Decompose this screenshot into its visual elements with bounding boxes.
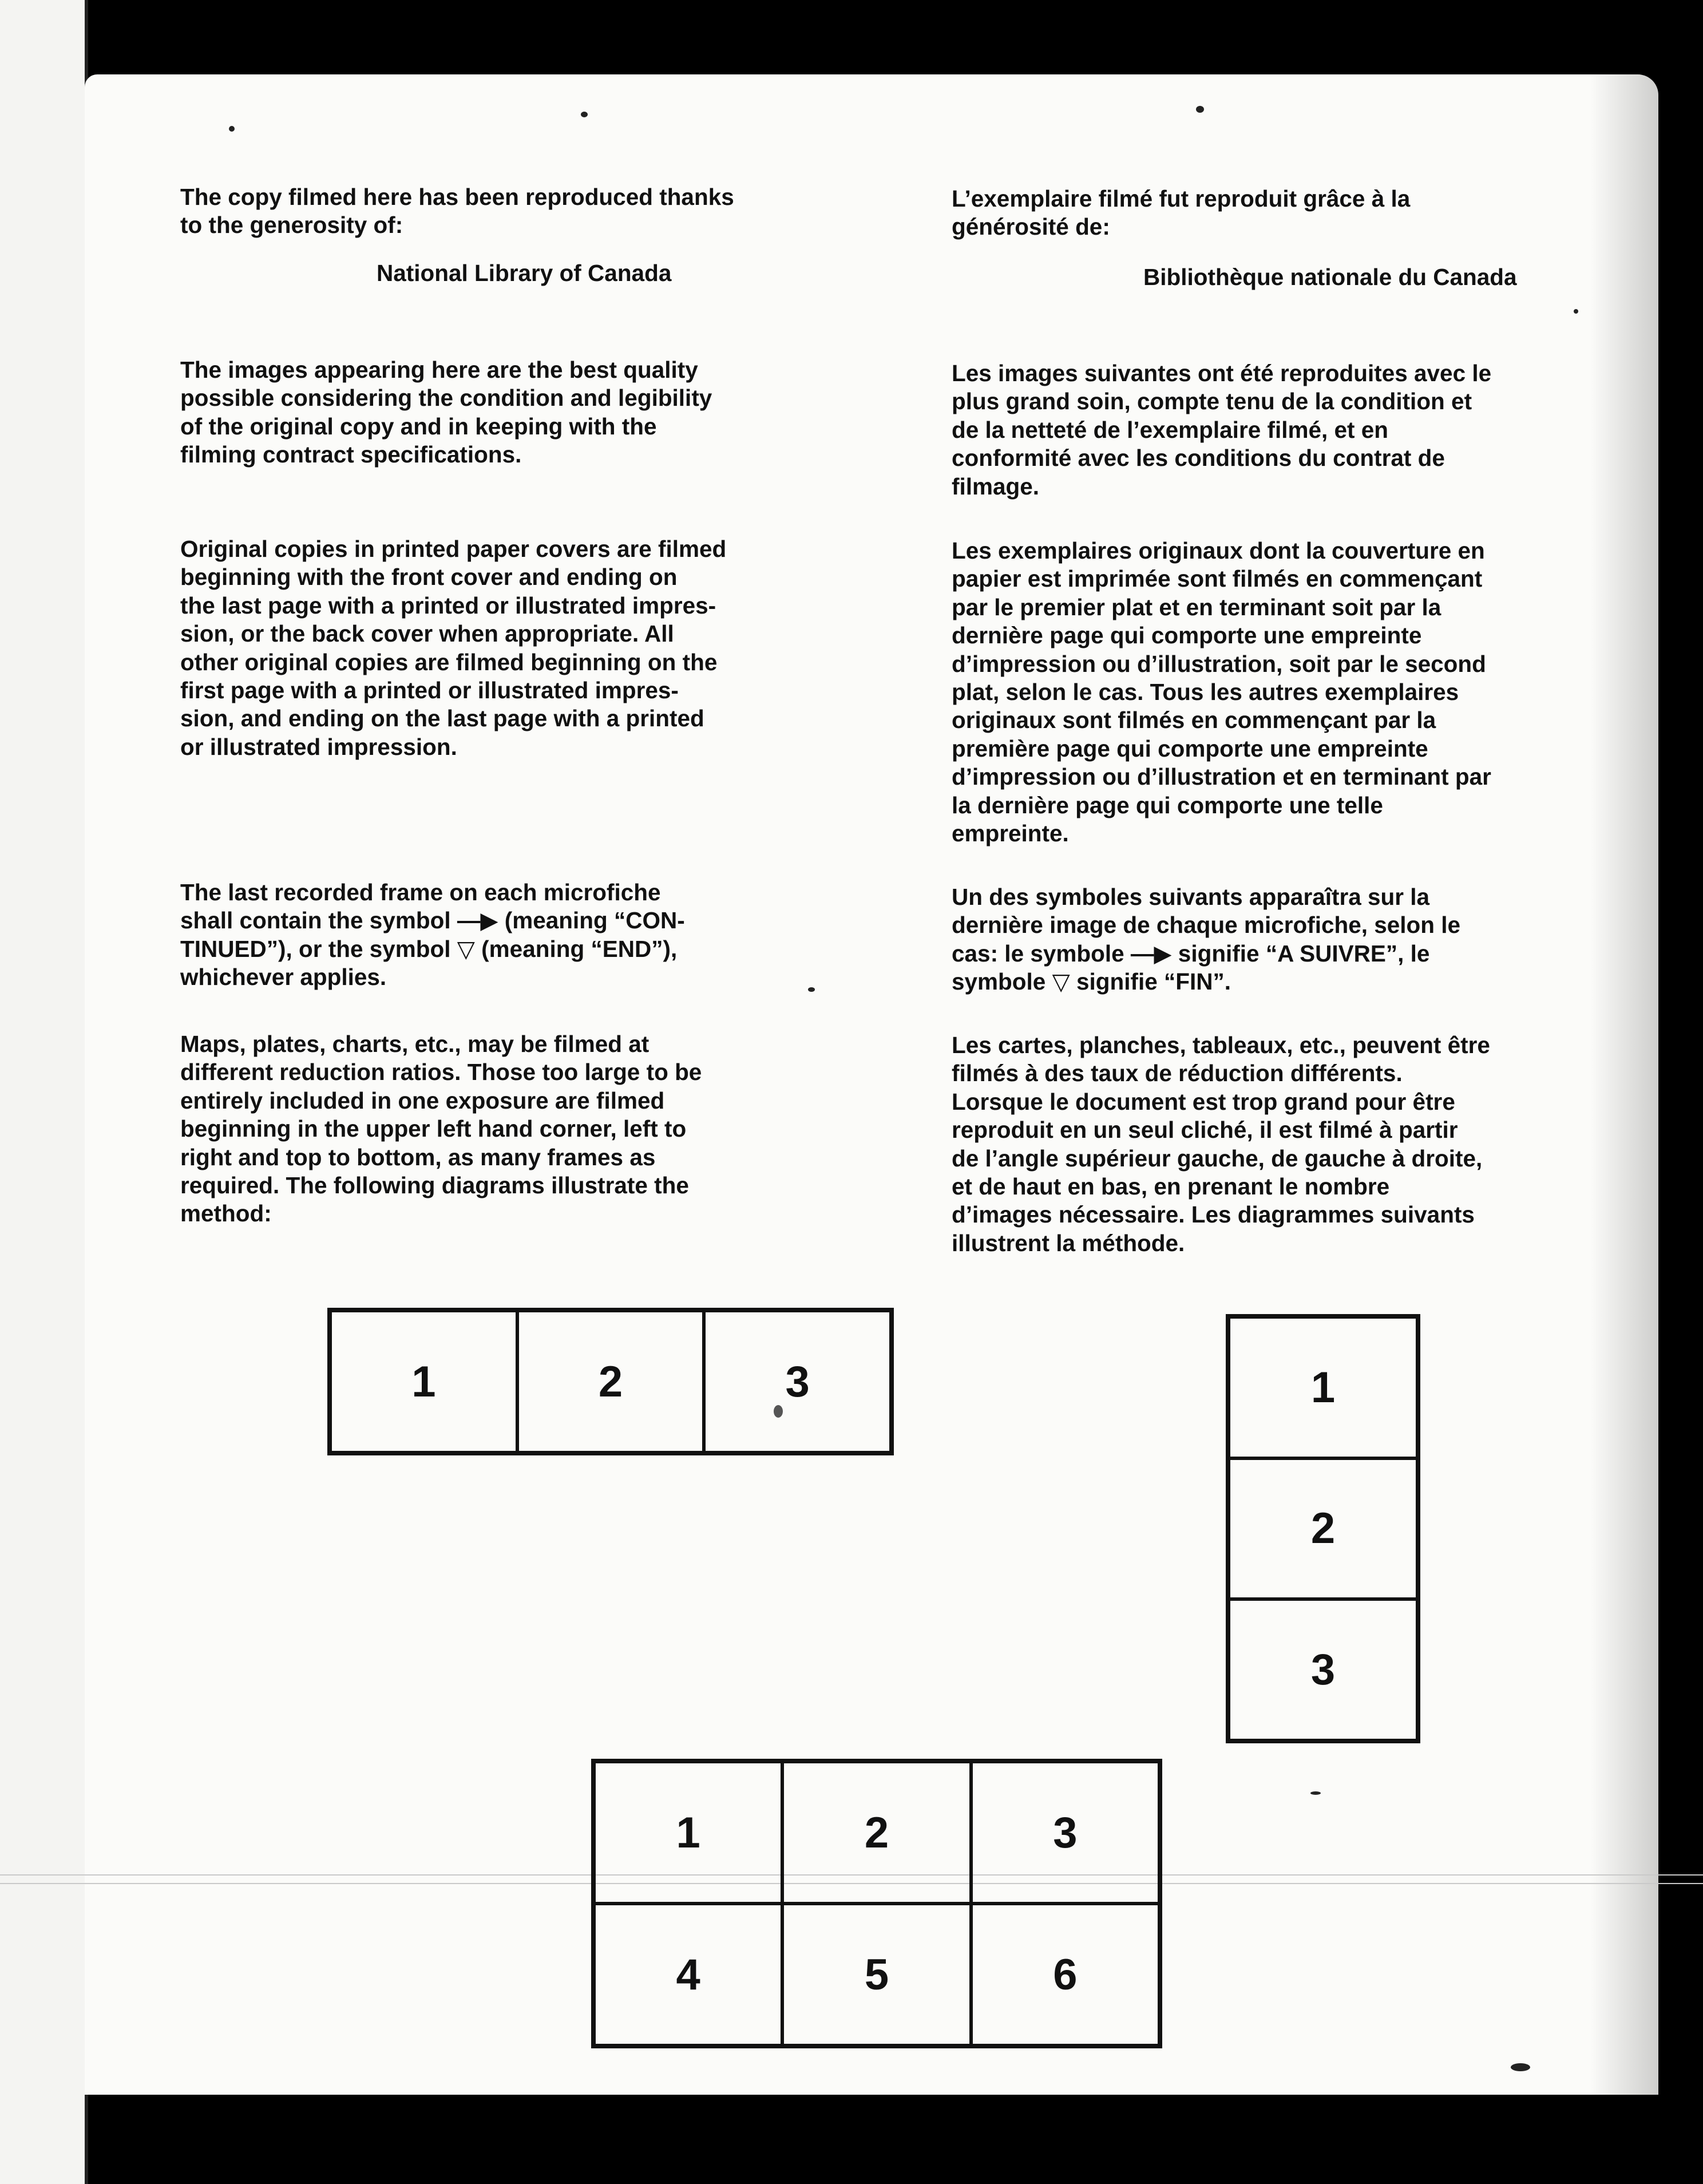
frame-cell: 1 [330,1311,517,1453]
english-covers-paragraph: Original copies in printed paper covers are filmed beginning with the front cover and ending on the last page with a printed or illustrated impres- sion, or the back cover when appropriate. All other original copies are filmed beginning on the first page with a printed or illustrated impres- sion, and ending on the last page with a printed or illustrated impression. [180,536,727,760]
french-maps-paragraph: Les cartes, planches, tableaux, etc., peuvent être filmés à des taux de réduction différents. Lorsque le document est trop grand pour être reproduit en un seul cliché, il est filmé à partir de l’angle supérieur gauche, de gauche à droite, et de haut en bas, en prenant le nombre d’images nécessaire. Les diagrammes suivants illustrent la méthode. [952,1032,1490,1256]
grid-frame-diagram [591,1759,1162,2048]
frame-cell: 1 [1229,1317,1417,1458]
frame-cell: 4 [594,1904,782,2045]
scan-speck [1196,106,1204,113]
frame-cell: 6 [971,1904,1159,2045]
french-symbols-paragraph: Un des symboles suivants apparaîtra sur la dernière image de chaque microfiche, selon le cas: le symbole —▶ signifie “A SUIVRE”, le symbole ▽ signifie “FIN”. [952,884,1461,995]
frame-cell: 3 [704,1311,891,1453]
frame-cell: 5 [782,1904,971,2045]
scan-speck [581,112,588,117]
english-symbols-paragraph: The last recorded frame on each microfiche shall contain the symbol —▶ (meaning “CON- TINUED”), or the symbol ▽ (meaning “END”), whichever applies. [180,879,685,991]
french-covers-paragraph: Les exemplaires originaux dont la couverture en papier est imprimée sont filmés en commençant par le premier plat et en terminant soit par la dernière page qui comporte une empreinte d’impression ou d’illustration, soit par le second plat, selon le cas. Tous les autres exemplaires originaux sont filmés en commençant par la première page qui comporte une empreinte d’impression ou d’illustration et en terminant par la dernière page qui comporte une telle empreinte. [952,537,1491,847]
frame-cell: 1 [594,1762,782,1904]
horizontal-frame-diagram [327,1308,894,1455]
english-maps-paragraph: Maps, plates, charts, etc., may be filmed at different reduction ratios. Those too large to be entirely included in one exposure are filmed beginning in the upper left hand corner, left to right and top to bottom, as many frames as required. The following diagrams illustrate the method: [180,1031,702,1227]
english-intro: The copy filmed here has been reproduced thanks to the generosity of: [180,184,734,239]
scan-speck [774,1405,783,1418]
scan-speck [1310,1791,1321,1795]
scan-speck [1574,309,1578,314]
english-quality-paragraph: The images appearing here are the best quality possible considering the condition and legibility of the original copy and in keeping with the filming contract specifications. [180,357,712,468]
vertical-frame-diagram [1226,1314,1420,1743]
french-intro: L’exemplaire filmé fut reproduit grâce à la générosité de: [952,185,1411,240]
frame-cell: 2 [782,1762,971,1904]
frame-cell: 2 [517,1311,704,1453]
frame-cell: 3 [971,1762,1159,1904]
scan-speck [1511,2063,1530,2071]
frame-cell: 2 [1229,1458,1417,1600]
scan-speck [229,126,235,132]
french-library-name: Bibliothèque nationale du Canada [1143,264,1517,290]
frame-cell: 3 [1229,1599,1417,1740]
adjacent-page-edge [0,0,88,2184]
scan-speck [808,987,815,992]
english-library-name: National Library of Canada [377,260,672,286]
french-quality-paragraph: Les images suivantes ont été reproduites avec le plus grand soin, compte tenu de la condition et de la netteté de l’exemplaire filmé, et en conformité avec les conditions du contrat de filmage. [952,360,1492,500]
